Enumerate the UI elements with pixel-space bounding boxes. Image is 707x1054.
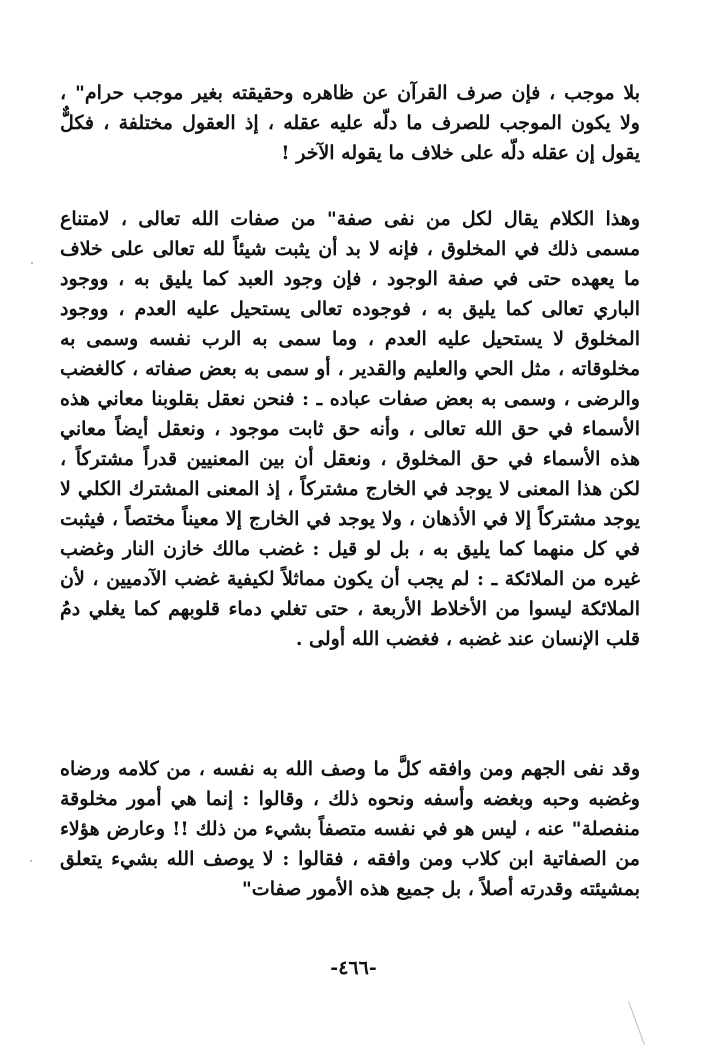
scan-line [628,1001,645,1045]
page-number: -٤٦٦- [330,957,377,979]
scan-speck [30,860,32,862]
paragraph-1: بلا موجب ، فإن صرف القرآن عن ظاهره وحقيقته بغير موجب حرام" ، ولا يكون الموجب للصرف ما دلّه عليه عقله ، إذ العقول مختلفة ، فكلٌّ يقول إن عقله دلّه على خلاف ما يقوله الآخر ! [60,82,640,164]
scan-speck [31,262,33,264]
paragraph-2: وهذا الكلام يقال لكل من نفى صفة" من صفات الله تعالى ، لامتناع مسمى ذلك في المخلوق ، فإنه لا بد أن يثبت شيئاً لله تعالى على خلاف ما يعهده حتى في صفة الوجود ، فإن وجود العبد كما يليق به ، ووجود الباري تعالى كما يليق به ، فوجوده تعالى يستحيل عليه العدم ، ووجود المخلوق لا يستحيل عليه العدم ، وما سمى به الرب نفسه وسمى به مخلوقاته ، مثل الحي والعليم والقدير ، أو سمى به بعض صفاته ، كالغضب والرضى ، وسمى به بعض صفات عباده ـ : فنحن نعقل بقلوبنا معاني هذه الأسماء في حق الله تعالى ، وأنه حق ثابت موجود ، ونعقل أيضاً معاني هذه الأسماء في حق المخلوق ، ونعقل أن بين المعنيين قدراً مشتركاً ، لكن هذا المعنى لا يوجد في الخارج مشتركاً ، إذ المعنى المشترك الكلي لا يوجد مشتركاً إلا في الأذهان ، ولا يوجد في الخارج إلا معيناً مختصاً ، فيثبت في كل منهما كما يليق به ، بل لو قيل : غضب مالك خازن النار وغضب غيره من الملائكة ـ : لم يجب أن يكون مماثلاً لكيفية غضب الآدميين ، لأن الملائكة ليسوا من الأخلاط الأربعة ، حتى تغلي دماء قلوبهم كما يغلي دمُ قلب الإنسان عند غضبه ، فغضب الله أولى . [60,208,640,650]
paragraph-3: وقد نفى الجهم ومن وافقه كلَّ ما وصف الله به نفسه ، من كلامه ورضاه وغضبه وحبه وبغضه وأسفه ونحوه ذلك ، وقالوا : إنما هي أمور مخلوقة منفصلة" عنه ، ليس هو في نفسه متصفاً بشيء من ذلك !! وعارض هؤلاء من الصفاتية ابن كلاب ومن وافقه ، فقالوا : لا يوصف الله بشيء يتعلق بمشيئته وقدرته أصلاً ، بل جميع هذه الأمور صفات" [60,758,640,900]
